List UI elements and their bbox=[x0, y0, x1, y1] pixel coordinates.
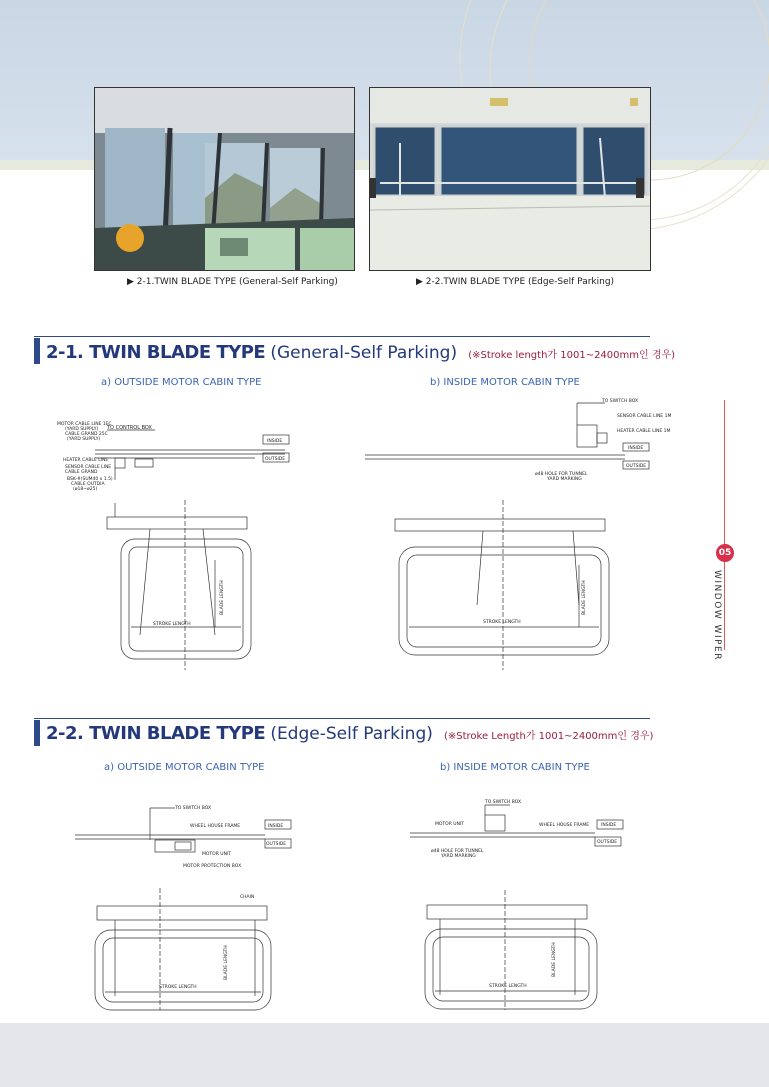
section2-title-bold: 2-2. TWIN BLADE TYPE bbox=[46, 723, 266, 744]
label-to-switch-box-2b: TO SWITCH BOX bbox=[485, 800, 522, 805]
section-title-2-2 bbox=[46, 723, 653, 744]
label-outside: OUTSIDE bbox=[265, 457, 286, 462]
subheading-inside-motor: b) INSIDE MOTOR CABIN TYPE bbox=[430, 377, 580, 388]
label-stroke-length-2b: STROKE LENGTH bbox=[489, 984, 527, 989]
footer-band bbox=[0, 1023, 769, 1087]
label-motor-unit: MOTOR UNIT bbox=[202, 852, 232, 857]
subheading-outside-motor: a) OUTSIDE MOTOR CABIN TYPE bbox=[101, 377, 262, 388]
photo-edge-self-parking bbox=[369, 87, 651, 271]
label-to-switch-box-2a: TO SWITCH BOX bbox=[175, 806, 212, 811]
label-stroke-length: STROKE LENGTH bbox=[153, 622, 191, 627]
label-wheel-house: WHEEL HOUSE FRAME bbox=[190, 824, 241, 829]
label-wheel-house-2b: WHEEL HOUSE FRAME bbox=[539, 823, 590, 828]
label-outside-2b: OUTSIDE bbox=[597, 840, 618, 845]
label-heater-cable-1m: HEATER CABLE LINE 1M bbox=[617, 429, 671, 434]
diagram-2-1-inside bbox=[365, 395, 672, 675]
label-hole-tunnel: ø48 HOLE FOR TUNNEL bbox=[535, 472, 588, 477]
subheading-outside-motor-2: a) OUTSIDE MOTOR CABIN TYPE bbox=[104, 762, 265, 773]
label-motor-unit-2b: MOTOR UNIT bbox=[435, 822, 465, 827]
label-bsk: BSK-#(SUM40 x 1.5) bbox=[67, 477, 113, 482]
label-dia: (ø18~ø25) bbox=[73, 487, 98, 492]
label-blade-length: BLADE LENGTH bbox=[220, 580, 225, 615]
label-blade-length-b: BLADE LENGTH bbox=[582, 580, 587, 615]
label-sensor-cable-1m: SENSOR CABLE LINE 1M bbox=[617, 414, 672, 419]
label-yard-supply-1: (YARD SUPPLY) bbox=[65, 427, 99, 432]
section-title-normal: (General-Self Parking) bbox=[270, 343, 458, 363]
section-rule-2 bbox=[34, 718, 650, 719]
label-hole-tunnel-2b: ø48 HOLE FOR TUNNEL bbox=[431, 849, 484, 854]
label-stroke-length-b: STROKE LENGTH bbox=[483, 620, 521, 625]
diagram-2-1-outside bbox=[55, 395, 315, 675]
photo-caption-left: ▶ 2-1.TWIN BLADE TYPE (General-Self Parking) bbox=[127, 277, 338, 287]
label-blade-length-2b: BLADE LENGTH bbox=[552, 942, 557, 977]
label-cable-grand: CABLE GRAND 25C bbox=[65, 432, 108, 437]
label-blade-length-2a: BLADE LENGTH bbox=[224, 945, 229, 980]
label-inside-2a: INSIDE bbox=[268, 824, 284, 829]
label-to-switch-box: TO SWITCH BOX bbox=[602, 399, 639, 404]
diagram-2-2-inside bbox=[405, 795, 630, 1015]
label-sensor-cable: SENSOR CABLE LINE bbox=[65, 465, 112, 470]
stroke-note: (※Stroke length가 1001~2400mm인 경우) bbox=[468, 350, 676, 361]
section-marker bbox=[34, 338, 40, 364]
section2-title-normal: (Edge-Self Parking) bbox=[270, 724, 433, 744]
label-chain: CHAIN bbox=[240, 895, 255, 900]
label-heater-cable: HEATER CABLE LINE bbox=[63, 458, 109, 463]
side-tab-line bbox=[724, 400, 725, 650]
label-to-control-box: TO CONTROL BOX bbox=[107, 425, 152, 431]
label-yard-supply-2: (YARD SUPPLY) bbox=[67, 437, 101, 442]
section-title-bold: 2-1. TWIN BLADE TYPE bbox=[46, 342, 266, 363]
page-number-badge: 05 bbox=[716, 544, 734, 562]
section-marker-2 bbox=[34, 720, 40, 746]
label-inside-b: INSIDE bbox=[628, 446, 644, 451]
label-motor-cable: MOTOR CABLE LINE 1EC bbox=[57, 422, 112, 427]
label-motor-protection: MOTOR PROTECTION BOX bbox=[183, 864, 242, 869]
label-cable-grand-2: CABLE GRAND bbox=[65, 470, 98, 475]
subheading-inside-motor-2: b) INSIDE MOTOR CABIN TYPE bbox=[440, 762, 590, 773]
section-title-2-1 bbox=[46, 342, 675, 363]
label-yard-marking: YARD MARKING bbox=[547, 477, 582, 482]
photo-caption-right: ▶ 2-2.TWIN BLADE TYPE (Edge-Self Parking) bbox=[416, 277, 615, 287]
label-inside: INSIDE bbox=[267, 439, 283, 444]
side-section-label: WINDOW WIPER bbox=[712, 570, 722, 661]
label-outside-2a: OUTSIDE bbox=[266, 842, 287, 847]
diagram-2-2-outside bbox=[75, 800, 305, 1015]
stroke-note-2: (※Stroke Length가 1001~2400mm인 경우) bbox=[443, 731, 654, 742]
label-stroke-length-2a: STROKE LENGTH bbox=[159, 985, 197, 990]
label-outside-b: OUTSIDE bbox=[626, 464, 647, 469]
label-yard-marking-2b: YARD MARKING bbox=[441, 854, 476, 859]
label-cable-outdia: CABLE OUTDIA bbox=[71, 482, 105, 487]
label-inside-2b: INSIDE bbox=[601, 823, 617, 828]
section-rule bbox=[34, 336, 650, 337]
photo-general-self-parking bbox=[94, 87, 355, 271]
